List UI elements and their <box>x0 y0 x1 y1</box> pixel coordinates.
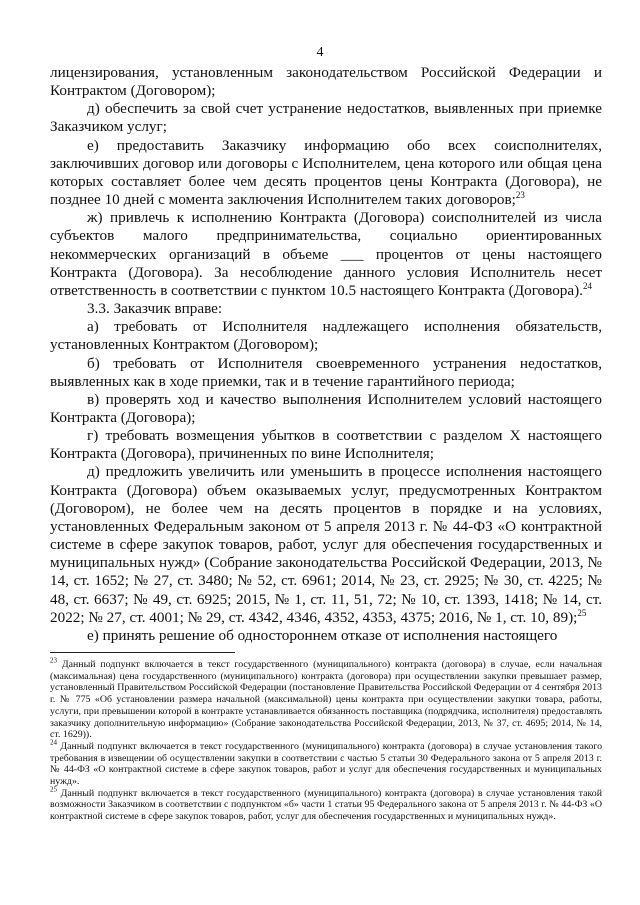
footnote-ref: 24 <box>582 280 592 291</box>
page-number: 4 <box>316 45 324 60</box>
footnotes <box>50 656 603 823</box>
footnote-ref: 23 <box>515 190 525 201</box>
paragraph-item-d2: д) предложить увеличить или уменьшить в процессе исполнения настоящего Контракта (Договора) объем оказываемых услуг, предусмотренных Контрактом (Договором), не более чем на десять процентов в порядке и на условиях, установленных Федеральным законом от 5 апреля 2013 г. № 44-ФЗ «О контрактной системе в сфере закупок товаров, работ, услуг для обеспечения государственных и муниципальных нужд» (Собрание законодательства Российской Федерации, 2013, № 14, ст. 1652; № 27, ст. 3480; № 52, ст. 6961; 2014, № 23, ст. 2925; № 30, ст. 4225; № 48, ст. 6637; № 49, ст. 6925; 2015, № 1, ст. 11, 51, 72; № 10, ст. 1393, 1418; № 14, ст. 2022; № 27, ст. 4001; № 29, ст. 4342, 4346, 4352, 4353, 4375; 2016, № 1, ст. 10, 89);$^{25}$ <box>50 463 602 626</box>
paragraph-item-e: е) предоставить Заказчику информацию обо всех соисполнителях, заключивших договор или договоры с Исполнителем, цена которого или общая цена которых составляет более чем десять процентов цены Контракта (Договора), не позднее 10 дней с момента заключения Исполнителем таких договоров;$^{23}$ <box>50 136 602 209</box>
paragraph-item-g: г) требовать возмещения убытков в соответствии с разделом X настоящего Контракта (Договора), причиненных по вине Исполнителя; <box>50 427 602 463</box>
footnote: $^{23}$ Данный подпункт включается в текст государственного (муниципального) контракта (договора) в случае, если начальная (максимальная) цена государственного (муниципального) контракта (договора) при осуществлении закупки превышает размер, установленный Правительством Российской Федерации (постановление Правительства Российской Федерации от 4 сентября 2013 г. № 775 «Об установлении размера начальной (максимальной) цены контракта при осуществлении закупки товара, работы, услуги, при превышении которой в контракте устанавливается обязанность поставщика (подрядчика, исполнителя) предоставлять заказчику дополнительную информацию» (Собрание законодательства Российской Федерации, 2013, № 37, ст. 4695; 2014, № 14, ст. 1629)). <box>50 656 602 741</box>
footnote: $^{25}$ Данный подпункт включается в текст государственного (муниципального) контракта (договора) в случае установления такой возможности Заказчиком в соответствии с подпунктом «б» части 1 статьи 95 Федерального закона от 5 апреля 2013 г. № 44-ФЗ «О контрактной системе в сфере закупок товаров, работ, услуг для обеспечения государственных и муниципальных нужд». <box>50 785 603 823</box>
footnote: $^{24}$ Данный подпункт включается в текст государственного (муниципального) контракта (договора) в случае установления такого требования в извещении об осуществлении закупки в соответствии с частью 5 статьи 30 Федерального закона от 5 апреля 2013 г. № 44-ФЗ «О контрактной системе в сфере закупок товаров, работ и услуг для обеспечения государственных и муниципальных нужд». <box>50 738 603 788</box>
paragraph-item-e2: е) принять решение об одностороннем отказе от исполнения настоящего <box>87 626 558 644</box>
paragraph-continuation: лицензирования, установленным законодательством Российской Федерации и Контрактом (Договором); <box>50 64 602 100</box>
paragraph-item-zh: ж) привлечь к исполнению Контракта (Договора) соисполнителей из числа субъектов малого предпринимательства, социально ориентированных некоммерческих организаций в объеме ___ процентов от цены настоящего Контракта (Договора). За несоблюдение данного условия Исполнитель несет ответственность в соответствии с пунктом 10.5 настоящего Контракта (Договора).$^{24}$ <box>50 209 602 299</box>
footnote-divider <box>50 652 235 653</box>
paragraph-item-b: б) требовать от Исполнителя своевременного устранения недостатков, выявленных как в ходе приемки, так и в течение гарантийного периода; <box>50 354 602 390</box>
paragraph-item-d: д) обеспечить за свой счет устранение недостатков, выявленных при приемке Заказчиком услуг; <box>50 100 602 136</box>
footnote-ref: 25 <box>577 607 587 618</box>
section-heading-3-3: 3.3. Заказчик вправе: <box>87 300 223 318</box>
paragraph-item-v: в) проверять ход и качество выполнения Исполнителем условий настоящего Контракта (Договора); <box>50 390 602 426</box>
paragraph-item-a: а) требовать от Исполнителя надлежащего исполнения обязательств, установленных Контрактом (Договором); <box>50 318 602 354</box>
body-text <box>50 64 602 645</box>
